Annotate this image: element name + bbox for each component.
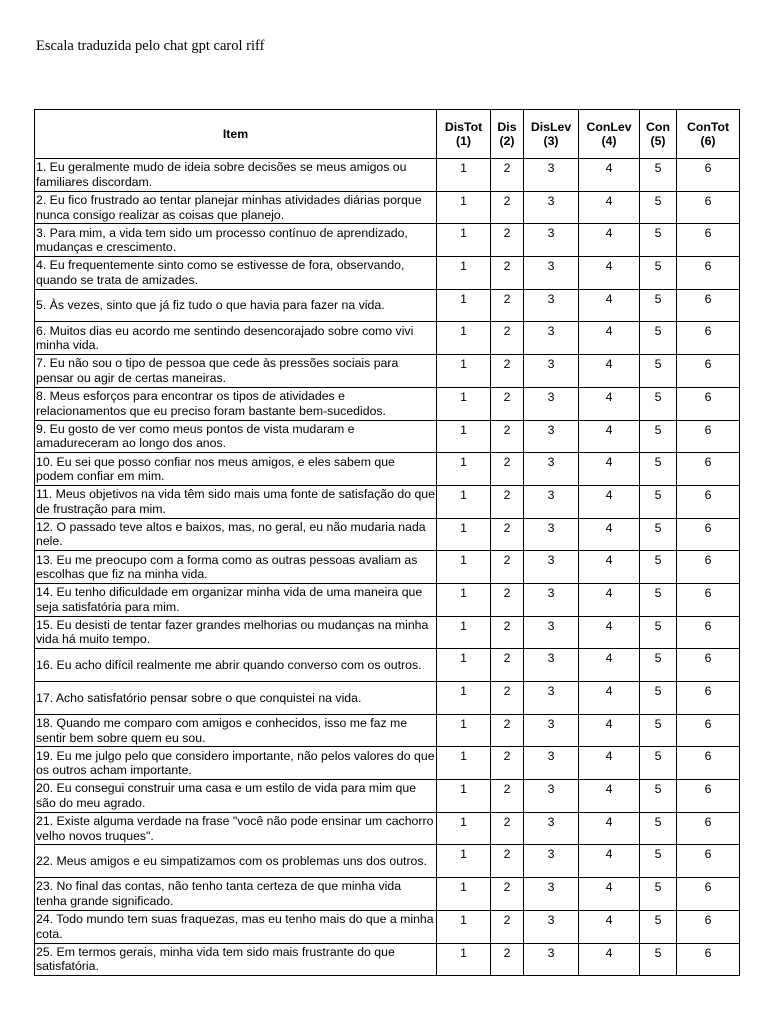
item-text: 20. Eu consegui construir uma casa e um estilo de vida para mim que são do meu agrado.	[35, 780, 437, 813]
rating-option-2[interactable]: 2	[491, 583, 524, 616]
rating-option-6[interactable]: 6	[677, 812, 740, 845]
rating-option-6[interactable]: 6	[677, 322, 740, 355]
rating-option-4[interactable]: 4	[579, 878, 640, 911]
item-text: 17. Acho satisfatório pensar sobre o que conquistei na vida.	[35, 682, 437, 715]
item-text: 5. Às vezes, sinto que já fiz tudo o que havia para fazer na vida.	[35, 289, 437, 322]
rating-option-3[interactable]: 3	[524, 649, 579, 682]
rating-option-6[interactable]: 6	[677, 191, 740, 224]
table-row	[35, 714, 740, 747]
item-text: 4. Eu frequentemente sinto como se estivesse de fora, observando, quando se trata de amizades.	[35, 257, 437, 290]
rating-option-4[interactable]: 4	[579, 322, 640, 355]
rating-option-2[interactable]: 2	[491, 780, 524, 813]
rating-option-1[interactable]: 1	[437, 485, 491, 518]
rating-option-1[interactable]: 1	[437, 616, 491, 649]
rating-option-3[interactable]: 3	[524, 420, 579, 453]
rating-option-6[interactable]: 6	[677, 845, 740, 878]
rating-option-1[interactable]: 1	[437, 780, 491, 813]
item-text: 9. Eu gosto de ver como meus pontos de vista mudaram e amadureceram ao longo dos anos.	[35, 420, 437, 453]
rating-option-4[interactable]: 4	[579, 159, 640, 192]
rating-option-2[interactable]: 2	[491, 191, 524, 224]
rating-option-4[interactable]: 4	[579, 616, 640, 649]
column-abbr: ConLev	[586, 119, 632, 134]
rating-option-3[interactable]: 3	[524, 355, 579, 388]
rating-option-1[interactable]: 1	[437, 649, 491, 682]
item-text: 10. Eu sei que posso confiar nos meus amigos, e eles sabem que podem confiar em mim.	[35, 453, 437, 486]
rating-option-5[interactable]: 5	[640, 159, 677, 192]
rating-option-6[interactable]: 6	[677, 420, 740, 453]
rating-option-6[interactable]: 6	[677, 485, 740, 518]
table-row	[35, 387, 740, 420]
rating-option-2[interactable]: 2	[491, 714, 524, 747]
rating-option-2[interactable]: 2	[491, 943, 524, 976]
rating-option-6[interactable]: 6	[677, 355, 740, 388]
rating-option-2[interactable]: 2	[491, 420, 524, 453]
rating-option-3[interactable]: 3	[524, 616, 579, 649]
column-header-conlev	[579, 110, 640, 159]
rating-option-6[interactable]: 6	[677, 159, 740, 192]
rating-option-5[interactable]: 5	[640, 812, 677, 845]
table-row	[35, 910, 740, 943]
rating-option-6[interactable]: 6	[677, 453, 740, 486]
item-text: 2. Eu fico frustrado ao tentar planejar minhas atividades diárias porque nunca consigo realizar as coisas que planejo.	[35, 191, 437, 224]
rating-option-2[interactable]: 2	[491, 812, 524, 845]
item-text: 6. Muitos dias eu acordo me sentindo desencorajado sobre como vivi minha vida.	[35, 322, 437, 355]
rating-option-4[interactable]: 4	[579, 780, 640, 813]
column-abbr: Con	[646, 119, 670, 134]
table-row	[35, 780, 740, 813]
item-column-header: Item	[35, 110, 437, 159]
item-text: 14. Eu tenho dificuldade em organizar minha vida de uma maneira que seja satisfatória para mim.	[35, 583, 437, 616]
rating-option-6[interactable]: 6	[677, 257, 740, 290]
rating-option-2[interactable]: 2	[491, 551, 524, 584]
rating-option-3[interactable]: 3	[524, 289, 579, 322]
rating-option-3[interactable]: 3	[524, 583, 579, 616]
rating-option-6[interactable]: 6	[677, 583, 740, 616]
rating-option-1[interactable]: 1	[437, 812, 491, 845]
column-code: (2)	[499, 134, 515, 148]
rating-option-3[interactable]: 3	[524, 682, 579, 715]
rating-option-2[interactable]: 2	[491, 224, 524, 257]
rating-option-6[interactable]: 6	[677, 649, 740, 682]
rating-option-5[interactable]: 5	[640, 420, 677, 453]
rating-option-1[interactable]: 1	[437, 518, 491, 551]
rating-option-6[interactable]: 6	[677, 551, 740, 584]
rating-option-4[interactable]: 4	[579, 682, 640, 715]
rating-option-3[interactable]: 3	[524, 551, 579, 584]
column-code: (3)	[543, 134, 559, 148]
column-code: (6)	[700, 134, 716, 148]
column-code: (1)	[455, 134, 472, 148]
rating-option-2[interactable]: 2	[491, 485, 524, 518]
column-code: (4)	[601, 134, 617, 148]
rating-option-3[interactable]: 3	[524, 845, 579, 878]
rating-option-1[interactable]: 1	[437, 224, 491, 257]
table-row	[35, 159, 740, 192]
rating-option-5[interactable]: 5	[640, 387, 677, 420]
table-row	[35, 747, 740, 780]
rating-option-4[interactable]: 4	[579, 845, 640, 878]
item-text: 23. No final das contas, não tenho tanta certeza de que minha vida tenha grande significado.	[35, 878, 437, 911]
rating-option-5[interactable]: 5	[640, 583, 677, 616]
item-text: 18. Quando me comparo com amigos e conhecidos, isso me faz me sentir bem sobre quem eu sou.	[35, 714, 437, 747]
table-row	[35, 453, 740, 486]
rating-option-5[interactable]: 5	[640, 289, 677, 322]
item-text: 13. Eu me preocupo com a forma como as outras pessoas avaliam as escolhas que fiz na minha vida.	[35, 551, 437, 584]
rating-option-1[interactable]: 1	[437, 714, 491, 747]
column-header-contot	[677, 110, 740, 159]
table-row	[35, 812, 740, 845]
rating-option-5[interactable]: 5	[640, 845, 677, 878]
rating-option-2[interactable]: 2	[491, 159, 524, 192]
rating-option-5[interactable]: 5	[640, 747, 677, 780]
rating-option-3[interactable]: 3	[524, 322, 579, 355]
rating-option-5[interactable]: 5	[640, 355, 677, 388]
rating-option-3[interactable]: 3	[524, 943, 579, 976]
rating-option-2[interactable]: 2	[491, 289, 524, 322]
rating-option-3[interactable]: 3	[524, 812, 579, 845]
rating-option-3[interactable]: 3	[524, 878, 579, 911]
rating-option-3[interactable]: 3	[524, 780, 579, 813]
item-text: 3. Para mim, a vida tem sido um processo contínuo de aprendizado, mudanças e crescimento.	[35, 224, 437, 257]
rating-option-2[interactable]: 2	[491, 616, 524, 649]
table-row	[35, 616, 740, 649]
rating-option-3[interactable]: 3	[524, 747, 579, 780]
table-row	[35, 257, 740, 290]
rating-option-1[interactable]: 1	[437, 420, 491, 453]
rating-option-2[interactable]: 2	[491, 910, 524, 943]
item-text: 8. Meus esforços para encontrar os tipos de atividades e relacionamentos que eu preciso foram bastante bem-sucedidos.	[35, 387, 437, 420]
rating-option-6[interactable]: 6	[677, 878, 740, 911]
table-body	[35, 159, 740, 976]
rating-option-6[interactable]: 6	[677, 747, 740, 780]
rating-option-2[interactable]: 2	[491, 322, 524, 355]
item-text: 22. Meus amigos e eu simpatizamos com os problemas uns dos outros.	[35, 845, 437, 878]
rating-option-3[interactable]: 3	[524, 518, 579, 551]
table-row	[35, 845, 740, 878]
table-row	[35, 355, 740, 388]
rating-option-1[interactable]: 1	[437, 910, 491, 943]
item-text: 25. Em termos gerais, minha vida tem sido mais frustrante do que satisfatória.	[35, 943, 437, 976]
table-row	[35, 518, 740, 551]
rating-option-3[interactable]: 3	[524, 191, 579, 224]
rating-option-1[interactable]: 1	[437, 943, 491, 976]
item-text: 12. O passado teve altos e baixos, mas, no geral, eu não mudaria nada nele.	[35, 518, 437, 551]
rating-option-2[interactable]: 2	[491, 257, 524, 290]
item-text: 24. Todo mundo tem suas fraquezas, mas eu tenho mais do que a minha cota.	[35, 910, 437, 943]
rating-option-2[interactable]: 2	[491, 649, 524, 682]
rating-option-4[interactable]: 4	[579, 191, 640, 224]
column-abbr: DisTot	[444, 119, 483, 134]
rating-option-3[interactable]: 3	[524, 257, 579, 290]
rating-option-4[interactable]: 4	[579, 714, 640, 747]
rating-option-5[interactable]: 5	[640, 910, 677, 943]
table-row	[35, 551, 740, 584]
rating-option-1[interactable]: 1	[437, 257, 491, 290]
rating-option-4[interactable]: 4	[579, 355, 640, 388]
document-title: Escala traduzida pelo chat gpt carol riff	[36, 38, 265, 54]
rating-option-1[interactable]: 1	[437, 583, 491, 616]
rating-option-4[interactable]: 4	[579, 420, 640, 453]
rating-option-1[interactable]: 1	[437, 551, 491, 584]
rating-option-2[interactable]: 2	[491, 518, 524, 551]
rating-option-1[interactable]: 1	[437, 878, 491, 911]
rating-option-2[interactable]: 2	[491, 355, 524, 388]
rating-option-3[interactable]: 3	[524, 159, 579, 192]
rating-option-4[interactable]: 4	[579, 551, 640, 584]
rating-option-6[interactable]: 6	[677, 289, 740, 322]
rating-option-5[interactable]: 5	[640, 322, 677, 355]
rating-option-1[interactable]: 1	[437, 845, 491, 878]
rating-option-6[interactable]: 6	[677, 387, 740, 420]
item-text: 16. Eu acho difícil realmente me abrir quando converso com os outros.	[35, 649, 437, 682]
rating-option-2[interactable]: 2	[491, 878, 524, 911]
rating-option-3[interactable]: 3	[524, 453, 579, 486]
rating-option-6[interactable]: 6	[677, 943, 740, 976]
rating-option-6[interactable]: 6	[677, 780, 740, 813]
rating-option-4[interactable]: 4	[579, 518, 640, 551]
rating-option-2[interactable]: 2	[491, 387, 524, 420]
rating-option-1[interactable]: 1	[437, 355, 491, 388]
table-row	[35, 485, 740, 518]
rating-option-6[interactable]: 6	[677, 682, 740, 715]
item-text: 11. Meus objetivos na vida têm sido mais uma fonte de satisfação do que de frustração para mim.	[35, 485, 437, 518]
column-code: (5)	[650, 134, 666, 148]
table-row	[35, 322, 740, 355]
column-header-dis	[491, 110, 524, 159]
rating-option-2[interactable]: 2	[491, 845, 524, 878]
column-abbr: Dis	[497, 119, 517, 134]
rating-option-5[interactable]: 5	[640, 616, 677, 649]
item-text: 19. Eu me julgo pelo que considero importante, não pelos valores do que os outros acham importante.	[35, 747, 437, 780]
rating-option-3[interactable]: 3	[524, 714, 579, 747]
column-abbr: ConTot	[686, 119, 730, 134]
table-row	[35, 649, 740, 682]
rating-option-5[interactable]: 5	[640, 714, 677, 747]
rating-option-1[interactable]: 1	[437, 191, 491, 224]
rating-option-6[interactable]: 6	[677, 714, 740, 747]
rating-option-5[interactable]: 5	[640, 191, 677, 224]
rating-option-4[interactable]: 4	[579, 453, 640, 486]
rating-option-5[interactable]: 5	[640, 551, 677, 584]
rating-option-2[interactable]: 2	[491, 682, 524, 715]
table-row	[35, 420, 740, 453]
item-text: 21. Existe alguma verdade na frase "você não pode ensinar um cachorro velho novos truques".	[35, 812, 437, 845]
rating-option-3[interactable]: 3	[524, 387, 579, 420]
rating-option-5[interactable]: 5	[640, 780, 677, 813]
rating-option-2[interactable]: 2	[491, 747, 524, 780]
rating-option-1[interactable]: 1	[437, 453, 491, 486]
item-text: 15. Eu desisti de tentar fazer grandes melhorias ou mudanças na minha vida há muito tempo.	[35, 616, 437, 649]
rating-option-6[interactable]: 6	[677, 616, 740, 649]
column-header-con	[640, 110, 677, 159]
rating-option-1[interactable]: 1	[437, 322, 491, 355]
rating-option-4[interactable]: 4	[579, 943, 640, 976]
table-row	[35, 943, 740, 976]
rating-option-1[interactable]: 1	[437, 682, 491, 715]
rating-option-3[interactable]: 3	[524, 910, 579, 943]
rating-option-1[interactable]: 1	[437, 387, 491, 420]
rating-option-5[interactable]: 5	[640, 257, 677, 290]
rating-option-5[interactable]: 5	[640, 682, 677, 715]
column-header-distot	[437, 110, 491, 159]
table-row	[35, 878, 740, 911]
rating-option-5[interactable]: 5	[640, 518, 677, 551]
rating-option-4[interactable]: 4	[579, 812, 640, 845]
rating-option-4[interactable]: 4	[579, 257, 640, 290]
rating-option-4[interactable]: 4	[579, 387, 640, 420]
rating-option-1[interactable]: 1	[437, 159, 491, 192]
table-row	[35, 682, 740, 715]
rating-option-5[interactable]: 5	[640, 878, 677, 911]
table-row	[35, 289, 740, 322]
table-row	[35, 191, 740, 224]
rating-option-5[interactable]: 5	[640, 485, 677, 518]
rating-option-5[interactable]: 5	[640, 649, 677, 682]
likert-scale-table	[34, 109, 740, 976]
rating-option-6[interactable]: 6	[677, 518, 740, 551]
rating-option-4[interactable]: 4	[579, 583, 640, 616]
item-text: 1. Eu geralmente mudo de ideia sobre decisões se meus amigos ou familiares discordam.	[35, 159, 437, 192]
rating-option-6[interactable]: 6	[677, 910, 740, 943]
table-header-row	[35, 110, 740, 159]
rating-option-4[interactable]: 4	[579, 224, 640, 257]
rating-option-4[interactable]: 4	[579, 910, 640, 943]
rating-option-2[interactable]: 2	[491, 453, 524, 486]
column-header-dislev	[524, 110, 579, 159]
rating-option-4[interactable]: 4	[579, 485, 640, 518]
rating-option-1[interactable]: 1	[437, 747, 491, 780]
rating-option-1[interactable]: 1	[437, 289, 491, 322]
column-abbr: DisLev	[530, 119, 572, 134]
table-row	[35, 583, 740, 616]
rating-option-6[interactable]: 6	[677, 224, 740, 257]
rating-option-3[interactable]: 3	[524, 224, 579, 257]
rating-option-3[interactable]: 3	[524, 485, 579, 518]
rating-option-4[interactable]: 4	[579, 649, 640, 682]
rating-option-5[interactable]: 5	[640, 943, 677, 976]
rating-option-5[interactable]: 5	[640, 224, 677, 257]
rating-option-4[interactable]: 4	[579, 289, 640, 322]
rating-option-5[interactable]: 5	[640, 453, 677, 486]
item-text: 7. Eu não sou o tipo de pessoa que cede às pressões sociais para pensar ou agir de certas maneiras.	[35, 355, 437, 388]
rating-option-4[interactable]: 4	[579, 747, 640, 780]
table-row	[35, 224, 740, 257]
